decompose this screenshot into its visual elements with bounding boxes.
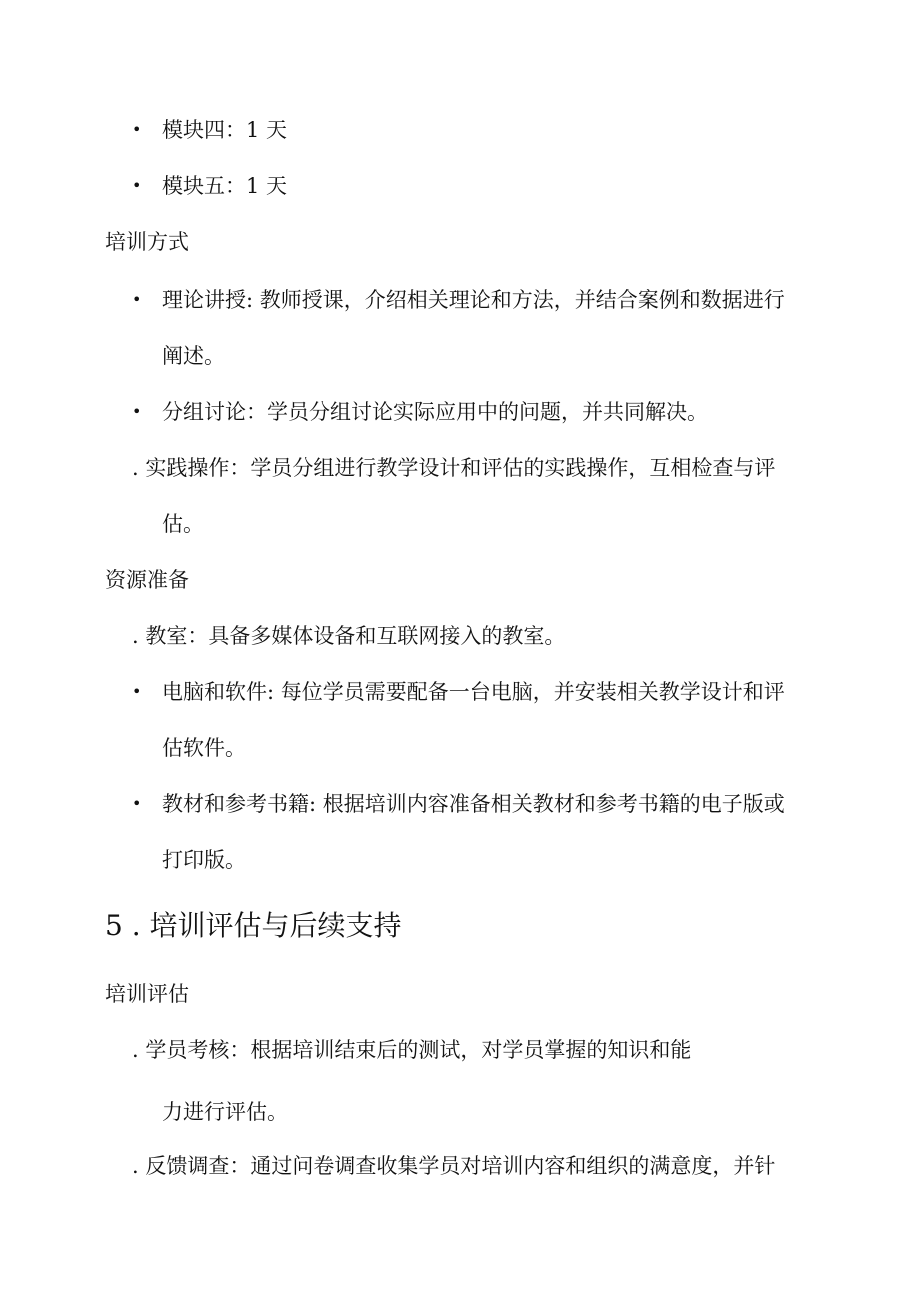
list-item-feedback-survey: . 反馈调查：通过问卷调查收集学员对培训内容和组织的满意度，并针	[132, 1154, 776, 1178]
bullet-marker: •	[132, 120, 142, 139]
bullet-marker: •	[132, 402, 142, 421]
list-item-computer-software: 电脑和软件: 每位学员需要配备一台电脑，并安装相关教学设计和评	[162, 680, 785, 704]
list-item-assessment-cont: 力进行评估。	[162, 1100, 288, 1124]
list-item-textbooks: 教材和参考书籍: 根据培训内容准备相关教材和参考书籍的电子版或	[162, 792, 785, 816]
list-item-assessment: . 学员考核：根据培训结束后的测试，对学员掌握的知识和能	[132, 1038, 692, 1062]
list-item-classroom: . 教室：具备多媒体设备和互联网接入的教室。	[132, 624, 566, 648]
bullet-marker: •	[132, 682, 142, 701]
section-title: 5 . 培训评估与后续支持	[105, 909, 402, 942]
list-item-practice-cont: 估。	[162, 512, 204, 536]
list-item-group-discussion: 分组讨论：学员分组讨论实际应用中的问题，并共同解决。	[162, 400, 708, 424]
heading-training-evaluation: 培训评估	[105, 982, 189, 1006]
list-item-computer-software-cont: 估软件。	[162, 736, 246, 760]
heading-resource-preparation: 资源准备	[105, 568, 189, 592]
list-item-textbooks-cont: 打印版。	[162, 848, 246, 872]
list-item-module-five: 模块五：1 天	[162, 174, 288, 198]
list-item-lecture-cont: 阐述。	[162, 344, 225, 368]
list-item-module-four: 模块四：1 天	[162, 118, 288, 142]
bullet-marker: •	[132, 794, 142, 813]
bullet-marker: •	[132, 290, 142, 309]
list-item-lecture: 理论讲授: 教师授课，介绍相关理论和方法，并结合案例和数据进行	[162, 288, 785, 312]
list-item-practice: . 实践操作：学员分组进行教学设计和评估的实践操作，互相检查与评	[132, 456, 776, 480]
heading-training-method: 培训方式	[105, 230, 189, 254]
bullet-marker: •	[132, 176, 142, 195]
